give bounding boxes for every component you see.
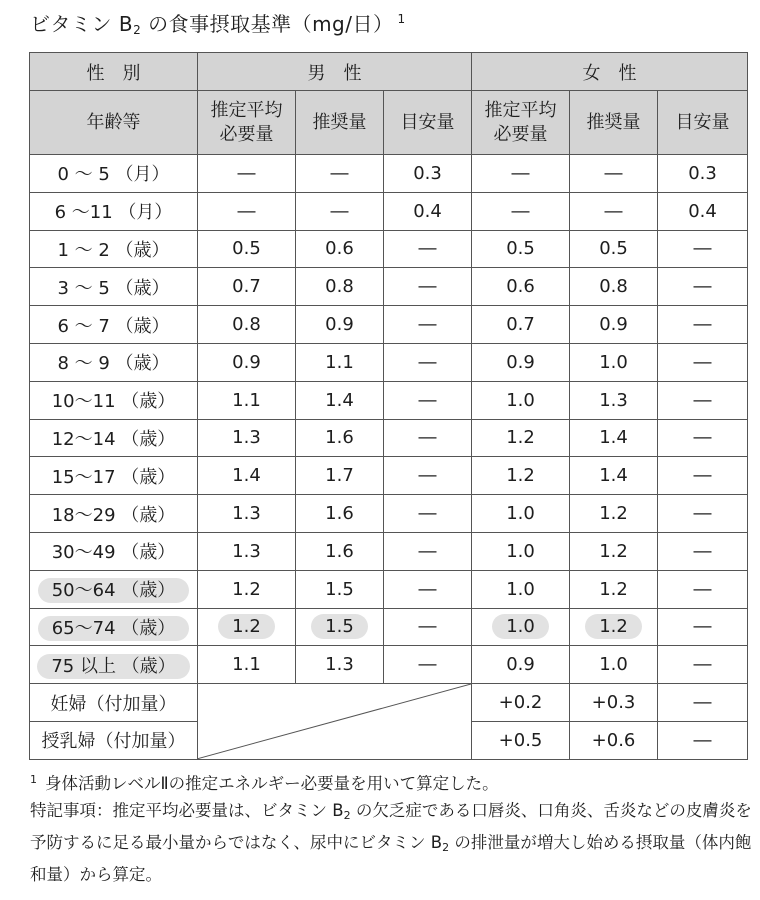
- value-text: ―: [418, 351, 437, 373]
- female-header: 女 性: [472, 53, 748, 91]
- age-label: 65～74 （歳）: [38, 616, 190, 641]
- diagonal-line: [198, 684, 471, 759]
- value-cell: [198, 608, 296, 646]
- value-text: 0.7: [506, 314, 535, 336]
- value-text: ―: [604, 162, 623, 184]
- special-note-subscript-2: 2: [442, 841, 450, 854]
- value-cell: [198, 155, 296, 193]
- value-text: ―: [693, 389, 712, 411]
- value-cell: [570, 419, 658, 457]
- value-text: 1.5: [311, 614, 368, 639]
- value-cell: [198, 495, 296, 533]
- special-note: [30, 797, 754, 888]
- value-text: 1.2: [599, 578, 628, 600]
- value-cell: [472, 268, 570, 306]
- age-label: 6 ～ 7 （歳）: [57, 315, 170, 337]
- value-cell: [658, 570, 748, 608]
- special-note-text-3: の排泄量が増大し始める摂取量（体内飽和量）から算定。: [30, 833, 752, 884]
- value-cell: [570, 532, 658, 570]
- age-label: 0 ～ 5 （月）: [57, 164, 170, 186]
- title-subscript: 2: [133, 23, 142, 37]
- value-text: 1.0: [599, 351, 628, 373]
- value-text: 1.2: [585, 614, 642, 639]
- table-row: [30, 419, 748, 457]
- value-text: ―: [693, 616, 712, 638]
- value-text: ―: [237, 162, 256, 184]
- age-label: 15～17 （歳）: [51, 466, 176, 488]
- value-cell: [384, 419, 472, 457]
- value-cell: [472, 306, 570, 344]
- value-cell: [570, 230, 658, 268]
- value-cell: [296, 268, 384, 306]
- value-cell: [296, 343, 384, 381]
- value-cell: [296, 608, 384, 646]
- title-text: ビタミン B: [30, 12, 134, 36]
- age-cell: [30, 155, 198, 193]
- group-label: 妊婦（付加量）: [50, 693, 177, 715]
- value-cell: [384, 495, 472, 533]
- value-text: 0.7: [232, 276, 261, 298]
- value-cell: [198, 192, 296, 230]
- footnote-1: [30, 766, 754, 797]
- value-text: ―: [418, 389, 437, 411]
- value-text: 1.6: [325, 503, 354, 525]
- value-text: 0.3: [413, 162, 442, 184]
- value-text: 0.8: [325, 276, 354, 298]
- age-cell: [30, 532, 198, 570]
- value-cell: [658, 343, 748, 381]
- value-cell: [296, 381, 384, 419]
- intake-table: [29, 52, 748, 760]
- value-cell: [384, 457, 472, 495]
- value-text: 0.6: [506, 276, 535, 298]
- value-text: 0.9: [599, 314, 628, 336]
- value-text: 1.0: [506, 540, 535, 562]
- value-cell: [472, 230, 570, 268]
- value-cell: [384, 343, 472, 381]
- sex-header: 性 別: [30, 53, 198, 91]
- group-cell: [30, 684, 198, 722]
- table-row: [30, 230, 748, 268]
- value-cell: [472, 192, 570, 230]
- table-row: [30, 495, 748, 533]
- value-cell: [198, 230, 296, 268]
- value-text: 1.0: [599, 654, 628, 676]
- age-header: 年齢等: [30, 91, 198, 155]
- value-cell: [384, 646, 472, 684]
- value-cell: [384, 608, 472, 646]
- title-text-rest: の食事摂取基準（mg/日）: [141, 12, 394, 36]
- table-row: [30, 684, 748, 722]
- value-cell: [296, 192, 384, 230]
- age-cell: [30, 419, 198, 457]
- value-text: 1.1: [232, 654, 261, 676]
- value-text: 1.0: [506, 578, 535, 600]
- value-cell: [384, 381, 472, 419]
- footnote-mark: 1: [30, 773, 37, 786]
- value-text: ―: [418, 427, 437, 449]
- special-note-text-2: の欠乏症である口唇炎、口角炎、舌炎などの皮膚炎を予防するに足る最小量からではなく、尿中にビタミン B: [30, 801, 752, 852]
- age-cell: [30, 457, 198, 495]
- value-cell: [658, 495, 748, 533]
- value-text: ―: [693, 503, 712, 525]
- value-text: 1.6: [325, 427, 354, 449]
- value-cell: [384, 230, 472, 268]
- value-text: 1.2: [506, 427, 535, 449]
- value-cell: [658, 155, 748, 193]
- value-cell: [384, 306, 472, 344]
- value-cell: [472, 646, 570, 684]
- value-cell: [384, 192, 472, 230]
- value-cell: [570, 343, 658, 381]
- value-text: 0.8: [599, 276, 628, 298]
- age-cell: [30, 608, 198, 646]
- value-text: 1.7: [325, 465, 354, 487]
- age-cell: [30, 306, 198, 344]
- value-cell: [472, 155, 570, 193]
- value-text: ―: [693, 276, 712, 298]
- col-header: 推奨量: [296, 91, 384, 155]
- value-text: 1.1: [232, 389, 261, 411]
- value-text: 0.9: [506, 351, 535, 373]
- header-row-1: [30, 53, 748, 91]
- value-text: ―: [418, 540, 437, 562]
- age-cell: [30, 381, 198, 419]
- value-cell: [570, 457, 658, 495]
- value-text: 1.5: [325, 578, 354, 600]
- value-text: 0.5: [232, 238, 261, 260]
- value-text: ―: [693, 427, 712, 449]
- value-cell: [658, 381, 748, 419]
- col-header: 目安量: [658, 91, 748, 155]
- value-text: ―: [418, 276, 437, 298]
- value-cell: [472, 343, 570, 381]
- footnote-1-text: 身体活動レベルⅡの推定エネルギー必要量を用いて算定した。: [45, 774, 499, 793]
- special-note-subscript: 2: [343, 809, 351, 822]
- value-text: ―: [693, 540, 712, 562]
- value-text: 0.5: [506, 238, 535, 260]
- value-cell: [296, 306, 384, 344]
- value-cell: [296, 570, 384, 608]
- age-label: 6 ～11 （月）: [54, 202, 173, 224]
- value-text: 1.0: [506, 503, 535, 525]
- value-text: 0.8: [232, 314, 261, 336]
- value-cell: [384, 532, 472, 570]
- table-row: [30, 457, 748, 495]
- value-cell: [198, 457, 296, 495]
- value-cell: +0.6: [570, 721, 658, 759]
- value-text: 0.4: [413, 200, 442, 222]
- age-cell: [30, 495, 198, 533]
- value-cell: [198, 343, 296, 381]
- value-text: ―: [237, 200, 256, 222]
- value-text: 1.4: [232, 465, 261, 487]
- value-cell: [472, 570, 570, 608]
- value-text: 1.2: [506, 465, 535, 487]
- col-header: 推奨量: [570, 91, 658, 155]
- value-text: ―: [418, 503, 437, 525]
- age-cell: [30, 230, 198, 268]
- col-header: 推定平均 必要量: [198, 91, 296, 155]
- value-cell: [658, 608, 748, 646]
- value-cell: [198, 268, 296, 306]
- age-label: 8 ～ 9 （歳）: [57, 353, 170, 375]
- value-text: 0.9: [325, 314, 354, 336]
- value-text: 0.5: [599, 238, 628, 260]
- value-text: 1.2: [599, 503, 628, 525]
- value-text: ―: [693, 578, 712, 600]
- value-cell: [198, 570, 296, 608]
- age-label: 12～14 （歳）: [51, 428, 176, 450]
- value-cell: ―: [658, 684, 748, 722]
- value-text: ―: [511, 162, 530, 184]
- value-text: 1.4: [325, 389, 354, 411]
- value-text: ―: [418, 314, 437, 336]
- age-label: 3 ～ 5 （歳）: [57, 277, 170, 299]
- value-cell: [658, 268, 748, 306]
- header-row-2: [30, 91, 748, 155]
- value-cell: [296, 646, 384, 684]
- value-cell: [658, 306, 748, 344]
- value-cell: [570, 306, 658, 344]
- value-cell: [658, 192, 748, 230]
- value-cell: [472, 457, 570, 495]
- value-text: ―: [693, 351, 712, 373]
- age-cell: [30, 343, 198, 381]
- value-text: 1.0: [506, 389, 535, 411]
- value-cell: [296, 230, 384, 268]
- value-text: 1.4: [599, 465, 628, 487]
- age-cell: [30, 192, 198, 230]
- value-text: 0.9: [232, 351, 261, 373]
- value-cell: [570, 381, 658, 419]
- age-label: 10～11 （歳）: [51, 391, 176, 413]
- value-text: 1.2: [599, 540, 628, 562]
- value-cell: [570, 608, 658, 646]
- value-cell: [472, 419, 570, 457]
- value-cell: [198, 532, 296, 570]
- value-cell: [570, 495, 658, 533]
- age-label: 18～29 （歳）: [51, 504, 176, 526]
- table-row: [30, 155, 748, 193]
- value-cell: +0.5: [472, 721, 570, 759]
- special-note-text: 特記事項：推定平均必要量は、ビタミン B: [30, 801, 344, 820]
- value-cell: +0.3: [570, 684, 658, 722]
- value-text: 1.6: [325, 540, 354, 562]
- value-cell: [198, 306, 296, 344]
- value-cell: [296, 457, 384, 495]
- age-label: 50～64 （歳）: [38, 578, 190, 603]
- age-cell: [30, 570, 198, 608]
- value-cell: [570, 570, 658, 608]
- value-cell: [570, 268, 658, 306]
- col-header: 目安量: [384, 91, 472, 155]
- male-header: 男 性: [198, 53, 472, 91]
- value-text: 0.3: [688, 162, 717, 184]
- value-text: 1.3: [325, 654, 354, 676]
- value-text: 1.1: [325, 351, 354, 373]
- value-cell: [472, 532, 570, 570]
- table-row: [30, 268, 748, 306]
- value-text: ―: [693, 314, 712, 336]
- value-text: ―: [330, 162, 349, 184]
- age-cell: [30, 646, 198, 684]
- value-cell: [296, 419, 384, 457]
- not-applicable-cell: [198, 684, 472, 760]
- value-text: 1.3: [232, 540, 261, 562]
- value-cell: ―: [658, 721, 748, 759]
- value-text: ―: [330, 200, 349, 222]
- value-text: 1.2: [218, 614, 275, 639]
- value-text: ―: [418, 654, 437, 676]
- page-title: [30, 8, 406, 37]
- value-cell: [658, 230, 748, 268]
- value-cell: [384, 268, 472, 306]
- title-footnote-mark: 1: [397, 12, 406, 26]
- value-cell: [384, 570, 472, 608]
- value-text: 0.6: [325, 238, 354, 260]
- footnotes: [30, 766, 754, 888]
- value-cell: [198, 419, 296, 457]
- value-text: ―: [418, 578, 437, 600]
- table-row: [30, 532, 748, 570]
- value-cell: [658, 419, 748, 457]
- value-text: 1.4: [599, 427, 628, 449]
- value-cell: [296, 495, 384, 533]
- value-text: 1.3: [599, 389, 628, 411]
- value-cell: +0.2: [472, 684, 570, 722]
- age-cell: [30, 268, 198, 306]
- table-row: [30, 646, 748, 684]
- value-cell: [570, 646, 658, 684]
- value-text: 1.2: [232, 578, 261, 600]
- age-label: 75 以上 （歳）: [37, 654, 189, 679]
- value-cell: [472, 608, 570, 646]
- value-cell: [570, 155, 658, 193]
- value-text: 0.4: [688, 200, 717, 222]
- value-text: 0.9: [506, 654, 535, 676]
- value-cell: [658, 532, 748, 570]
- value-text: ―: [693, 465, 712, 487]
- value-cell: [658, 457, 748, 495]
- value-cell: [296, 155, 384, 193]
- table-row: [30, 343, 748, 381]
- value-cell: [570, 192, 658, 230]
- group-label: 授乳婦（付加量）: [41, 731, 186, 753]
- age-label: 30～49 （歳）: [51, 542, 176, 564]
- value-cell: [472, 381, 570, 419]
- table-row: [30, 306, 748, 344]
- value-cell: [296, 532, 384, 570]
- value-text: 1.3: [232, 427, 261, 449]
- value-text: 1.3: [232, 503, 261, 525]
- col-header: 推定平均 必要量: [472, 91, 570, 155]
- value-cell: [658, 646, 748, 684]
- table-row: [30, 192, 748, 230]
- value-text: ―: [418, 238, 437, 260]
- value-text: ―: [418, 465, 437, 487]
- value-cell: [384, 155, 472, 193]
- table-row: [30, 608, 748, 646]
- value-text: ―: [604, 200, 623, 222]
- table-row: [30, 570, 748, 608]
- value-text: ―: [693, 238, 712, 260]
- value-cell: [198, 381, 296, 419]
- value-text: 1.0: [492, 614, 549, 639]
- table-row: [30, 381, 748, 419]
- value-cell: [472, 495, 570, 533]
- value-text: ―: [418, 616, 437, 638]
- value-text: ―: [693, 654, 712, 676]
- group-cell: [30, 721, 198, 759]
- value-cell: [198, 646, 296, 684]
- age-label: 1 ～ 2 （歳）: [57, 239, 170, 261]
- value-text: ―: [511, 200, 530, 222]
